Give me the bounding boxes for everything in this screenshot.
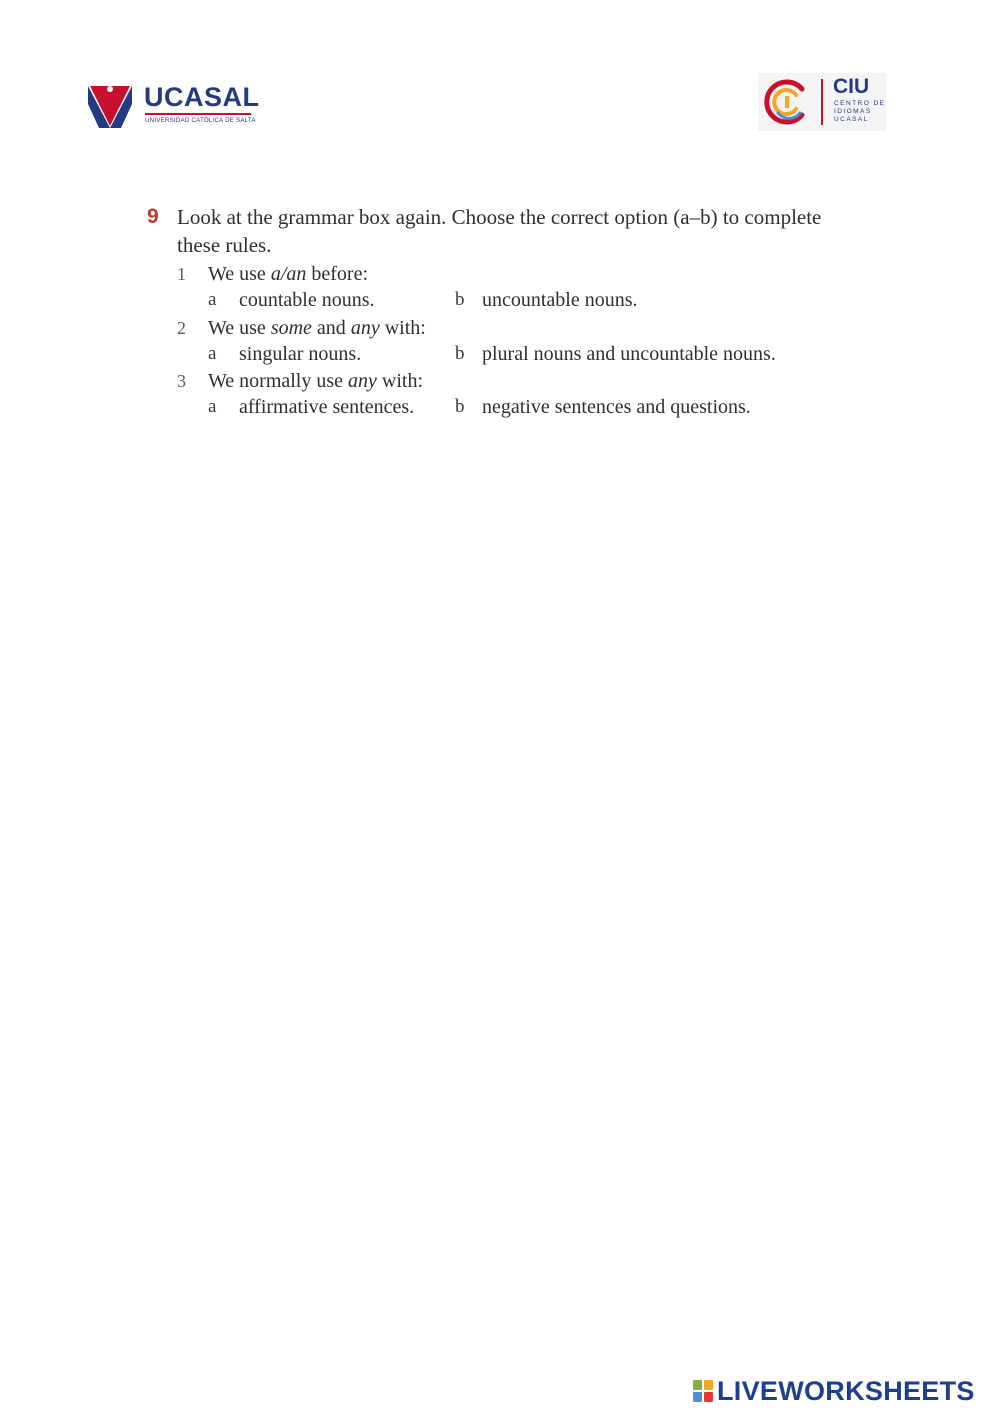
option-2b[interactable]: plural nouns and uncountable nouns. bbox=[482, 343, 776, 365]
question-stem: We normally use any with: bbox=[208, 370, 424, 392]
logo-square-i bbox=[704, 1380, 713, 1390]
option-letter: b bbox=[455, 396, 465, 417]
question-number: 3 bbox=[177, 371, 186, 391]
ciu-logo bbox=[758, 73, 886, 131]
option-2a[interactable]: singular nouns. bbox=[239, 343, 362, 365]
option-letter: b bbox=[455, 289, 465, 310]
option-letter: b bbox=[455, 343, 465, 364]
ucasal-wordmark: UCASAL bbox=[144, 82, 260, 112]
option-1b[interactable]: uncountable nouns. bbox=[482, 289, 638, 311]
ucasal-v-emblem-icon bbox=[88, 82, 132, 130]
ciu-wordmark: CIU bbox=[833, 75, 870, 98]
liveworksheets-logo bbox=[693, 1376, 993, 1406]
question-number: 1 bbox=[177, 264, 186, 284]
option-3a[interactable]: affirmative sentences. bbox=[239, 396, 415, 418]
option-1a[interactable]: countable nouns. bbox=[239, 289, 375, 311]
ucasal-logo bbox=[88, 80, 258, 132]
option-letter: a bbox=[208, 289, 217, 310]
liveworksheets-wordmark: LIVEWORKSHEETS bbox=[717, 1376, 975, 1406]
liveworksheets-squares-icon bbox=[693, 1380, 713, 1402]
ucasal-subtitle: UNIVERSIDAD CATÓLICA DE SALTA bbox=[145, 117, 256, 124]
option-letter: a bbox=[208, 396, 217, 417]
exercise-number: 9 bbox=[147, 205, 159, 228]
ucasal-divider bbox=[145, 113, 251, 115]
ciu-divider bbox=[821, 79, 823, 125]
option-3b[interactable]: negative sentences and questions. bbox=[482, 396, 751, 418]
logo-square-e bbox=[704, 1392, 713, 1402]
logo-square-v bbox=[693, 1392, 702, 1402]
logo-square-l bbox=[693, 1380, 702, 1390]
question-number: 2 bbox=[177, 318, 186, 338]
option-letter: a bbox=[208, 343, 217, 364]
exercise-instruction: Look at the grammar box again. Choose the correct option (a–b) to complete these rules. bbox=[177, 205, 822, 257]
ciu-circle-emblem-icon bbox=[762, 77, 812, 127]
question-stem: We use some and any with: bbox=[208, 317, 426, 339]
question-stem: We use a/an before: bbox=[208, 263, 369, 285]
ciu-subtitle: CENTRO DE IDIOMAS UCASAL bbox=[834, 100, 886, 123]
